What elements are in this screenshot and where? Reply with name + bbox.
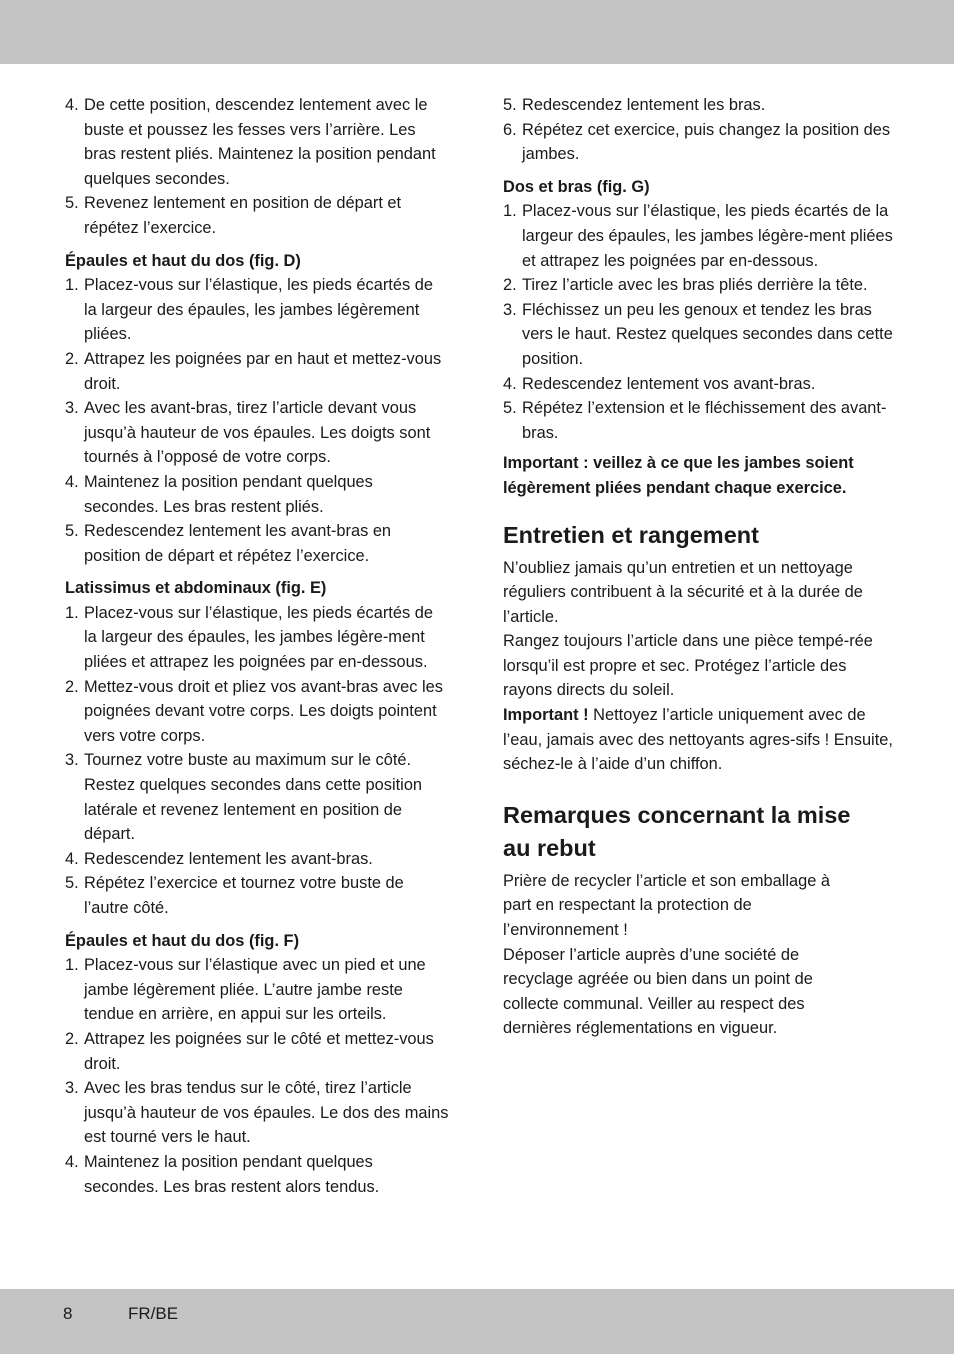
list-item: 4. De cette position, descendez lentement avec le buste et poussez les fesses vers l’arrière. Les bras restent pliés. Maintenez la position pendant quelques secondes. — [65, 96, 436, 188]
list-item: 1. Placez-vous sur l’élastique, les pieds écartés de la largeur des épaules, les jambes légère-ment pliées et attrapez les poignées par en-dessous. — [65, 603, 433, 672]
disposal-paragraph: Prière de recycler l’article et son emballage à part en respectant la protection de l’environnement ! — [503, 871, 831, 940]
maintenance-heading: Entretien et rangement — [503, 521, 759, 548]
list-item: 1. Placez-vous sur l’élastique, les pieds écartés de la largeur des épaules, les jambes légèrement pliées. — [65, 276, 433, 344]
section-heading-g: Dos et bras (fig. G) — [503, 177, 650, 196]
list-item: 3. Avec les bras tendus sur le côté, tirez l’article jusqu’à hauteur de vos épaules. Le dos des mains est tourné vers le haut. — [65, 1079, 449, 1147]
list-item: 1. Placez-vous sur l’élastique, les pieds écartés de la largeur des épaules, les jambes légère-ment pliées et attrapez les poignées par en-dessous. — [503, 202, 893, 270]
list-item: 4. Redescendez lentement vos avant-bras. — [503, 374, 816, 393]
list-item: 1. Placez-vous sur l’élastique avec un pied et une jambe légèrement pliée. L’autre jambe reste tendue en arrière, en appui sur les orteils. — [65, 956, 426, 1024]
important-note: Important : veillez à ce que les jambes soient légèrement pliées pendant chaque exercice. — [503, 454, 854, 497]
maintenance-paragraph: Rangez toujours l’article dans une pièce tempé-rée lorsqu’il est propre et sec. Protégez l’article des rayons directs du soleil. — [503, 632, 873, 700]
list-item: 4. Maintenez la position pendant quelques secondes. Les bras restent alors tendus. — [65, 1152, 380, 1196]
list-item: 3. Avec les avant-bras, tirez l’article devant vous jusqu’à hauteur de vos épaules. Les doigts sont tournés à l’opposé de votre corps. — [65, 399, 431, 467]
list-item: 5. Redescendez lentement les avant-bras en position de départ et répétez l’exercice. — [65, 522, 392, 565]
header-bar — [0, 0, 954, 64]
intro-list-right — [503, 93, 895, 167]
list-item: 2. Tirez l’article avec les bras pliés derrière la tête. — [503, 276, 868, 295]
section-f-list — [65, 953, 450, 1199]
list-item: 4. Maintenez la position pendant quelques secondes. Les bras restent pliés. — [65, 472, 373, 516]
list-item: 5. Répétez l’exercice et tournez votre buste de l’autre côté. — [65, 874, 404, 917]
section-heading-d: Épaules et haut du dos (fig. D) — [65, 251, 301, 270]
list-item: 2. Attrapez les poignées sur le côté et mettez-vous droit. — [65, 1029, 434, 1073]
important-label: Important ! — [503, 706, 589, 725]
section-e-list — [65, 601, 450, 921]
list-item: 2. Mettez-vous droit et pliez vos avant-bras avec les poignées devant votre corps. Les doigts pointent vers votre corps. — [65, 677, 443, 745]
list-item: 5. Redescendez lentement les bras. — [503, 96, 766, 114]
section-heading-f: Épaules et haut du dos (fig. F) — [65, 931, 300, 950]
maintenance-paragraph: N’oubliez jamais qu’un entretien et un nettoyage réguliers contribuent à la sécurité et à la durée de l’article. — [503, 558, 863, 626]
disposal-paragraph: Déposer l’article auprès d’une société de recyclage agréée ou bien dans un point de collecte communal. Veiller au respect des dernières réglementations en vigueur. — [503, 945, 813, 1038]
list-item: 3. Tournez votre buste au maximum sur le côté. Restez quelques secondes dans cette position latérale et revenez lentement en position de départ. — [65, 751, 423, 844]
left-column — [65, 93, 450, 1199]
language-code: FR/BE — [128, 1304, 179, 1323]
list-item: 4. Redescendez lentement les avant-bras. — [65, 849, 373, 868]
list-item: 5. Revenez lentement en position de départ et répétez l’exercice. — [65, 194, 402, 237]
list-item: 5. Répétez l’extension et le fléchissement des avant-bras. — [503, 399, 887, 442]
disposal-heading: Remarques concernant la mise au rebut — [503, 801, 851, 861]
section-heading-e: Latissimus et abdominaux (fig. E) — [65, 579, 327, 598]
page-number: 8 — [63, 1304, 73, 1323]
right-column — [503, 93, 895, 1041]
section-g-list — [503, 199, 895, 445]
list-item: 3. Fléchissez un peu les genoux et tendez les bras vers le haut. Restez quelques secondes dans cette position. — [503, 300, 893, 368]
list-item: 6. Répétez cet exercice, puis changez la position des jambes. — [503, 120, 891, 164]
intro-list-left — [65, 93, 450, 241]
list-item: 2. Attrapez les poignées par en haut et mettez-vous droit. — [65, 349, 442, 393]
section-d-list — [65, 273, 450, 568]
maintenance-important-paragraph: Important ! Nettoyez l’article uniquement avec de l’eau, jamais avec des nettoyants agres-sifs ! Ensuite, séchez-le à l’aide d’un chiffon. — [503, 706, 893, 774]
